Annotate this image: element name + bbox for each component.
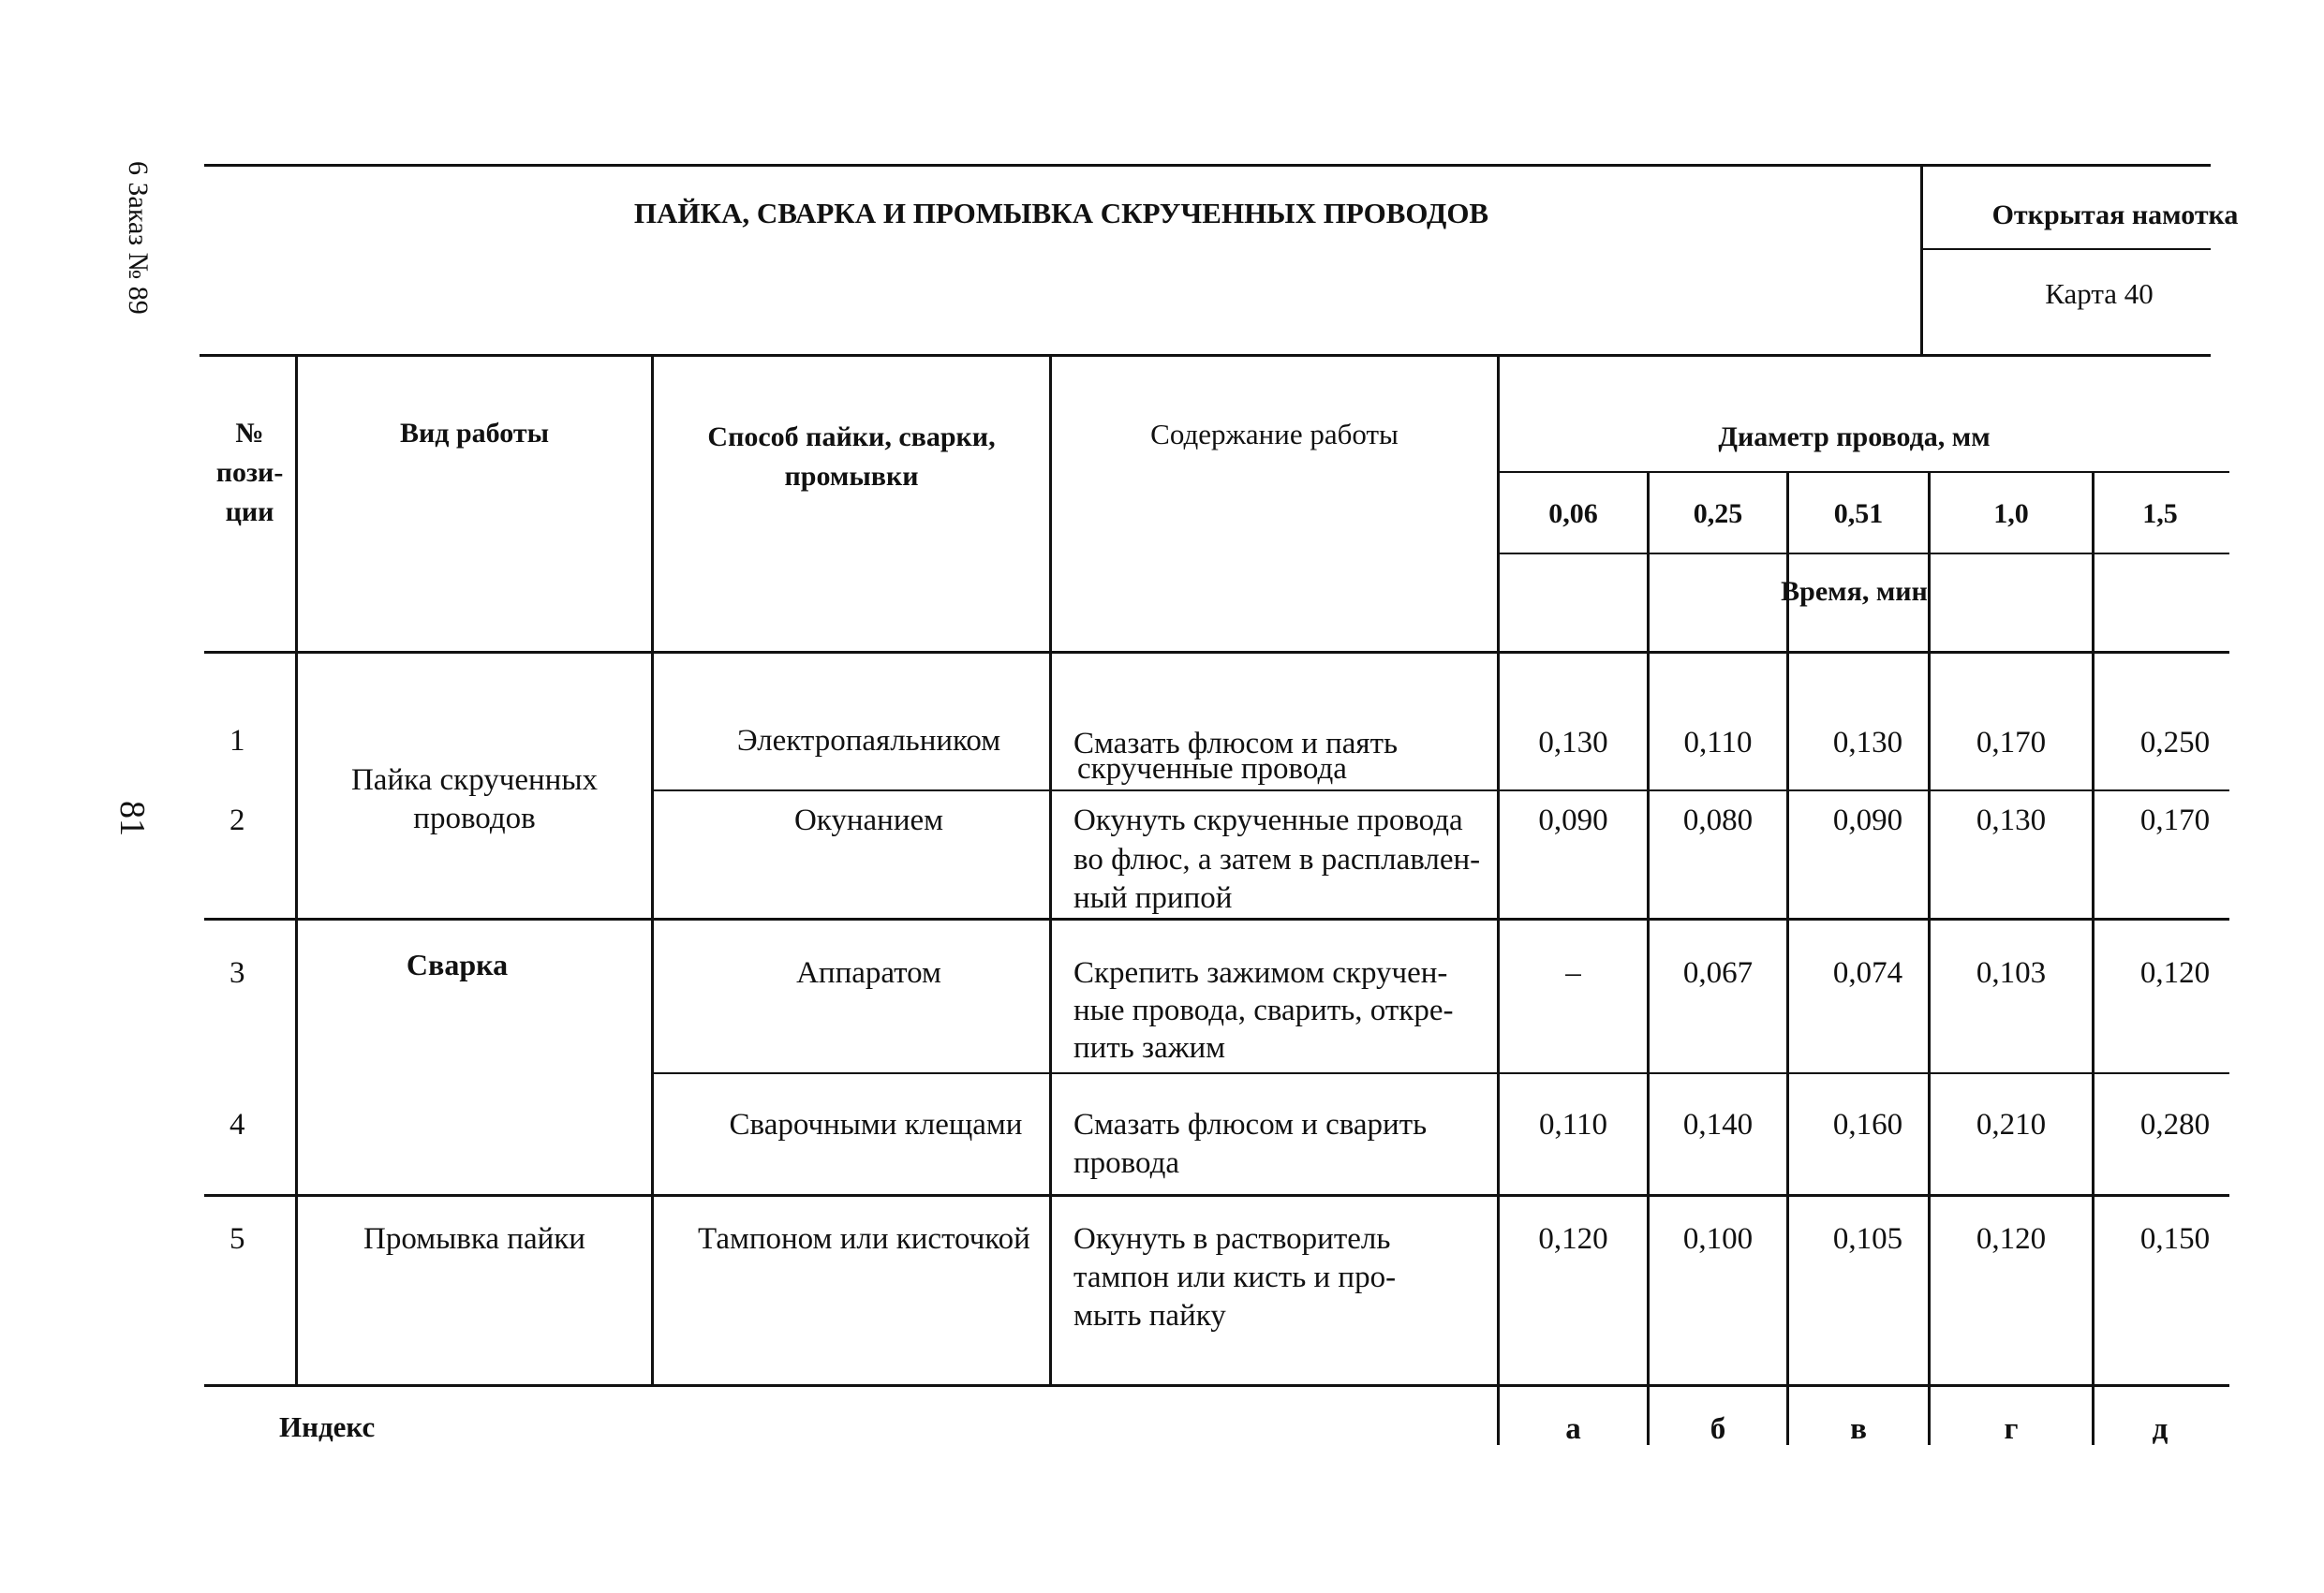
row-2-method: Окунанием (793, 804, 944, 837)
order-number-side: 6 Заказ № 89 (123, 161, 154, 315)
group-1-work-type-line1: Пайка скрученных (350, 763, 599, 797)
row-4-value-b: 0,140 (1682, 1108, 1754, 1142)
index-g: г (2004, 1412, 2019, 1446)
row-1-content-1: Смазать флюсом и паять (1073, 727, 1399, 760)
title-divider (1920, 164, 1923, 356)
header-content: Содержание работы (1150, 418, 1399, 450)
row-2-content-1: Окунуть скрученные провода (1073, 804, 1463, 837)
row-4-content-1: Смазать флюсом и сварить (1073, 1108, 1428, 1142)
page-number-side: 81 (112, 801, 152, 836)
header-diameter-b: 0,25 (1693, 498, 1743, 529)
row-2-value-g: 0,130 (1976, 804, 2047, 837)
row-rule-3-4 (653, 1072, 2229, 1074)
card-number: Карта 40 (2045, 277, 2154, 310)
row-3-value-v: 0,074 (1832, 956, 1903, 990)
header-method-1: Способ пайки, сварки, (707, 421, 996, 452)
row-3-content-1: Скрепить зажимом скручен- (1073, 956, 1448, 990)
group-2-work-type: Сварка (406, 948, 509, 981)
row-5-value-v: 0,105 (1832, 1222, 1903, 1256)
row-4-value-v: 0,160 (1832, 1108, 1903, 1142)
row-2-value-a: 0,090 (1538, 804, 1608, 837)
row-5-value-a: 0,120 (1538, 1222, 1608, 1256)
row-3-value-d: 0,120 (2139, 956, 2211, 990)
index-v: в (1850, 1412, 1867, 1446)
group-1-work-type-line2: проводов (413, 802, 536, 835)
card-category: Открытая намотка (1991, 199, 2239, 230)
row-4-value-g: 0,210 (1976, 1108, 2047, 1142)
index-d: д (2152, 1412, 2169, 1446)
index-b: б (1710, 1412, 1726, 1446)
group-rule-2 (204, 1194, 2229, 1197)
row-5-content-2: тампон или кисть и про- (1073, 1261, 1397, 1294)
body-top-rule (204, 651, 2229, 654)
row-4-pos: 4 (229, 1108, 245, 1142)
row-5-value-d: 0,150 (2139, 1222, 2211, 1256)
row-4-value-a: 0,110 (1538, 1108, 1608, 1142)
header-pos-1: № (235, 418, 264, 449)
row-1-content-2: скрученные провода (1077, 752, 1347, 786)
row-4-value-d: 0,280 (2139, 1108, 2211, 1142)
header-diameter-v: 0,51 (1833, 498, 1884, 529)
row-1-value-b: 0,110 (1683, 726, 1753, 760)
row-1-value-d: 0,250 (2139, 726, 2211, 760)
row-3-value-g: 0,103 (1976, 956, 2047, 990)
row-2-content-2: во флюс, а затем в расплавлен- (1073, 843, 1481, 877)
row-5-content-1: Окунуть в растворитель (1073, 1222, 1391, 1256)
index-label: Индекс (279, 1410, 376, 1443)
header-diameter: Диаметр провода, мм (1718, 421, 1991, 452)
row-3-content-2: ные провода, сварить, откре- (1073, 994, 1454, 1027)
row-2-content-3: ный припой (1073, 881, 1233, 915)
row-4-content-2: провода (1073, 1146, 1180, 1180)
header-diameter-g: 1,0 (1993, 498, 2029, 529)
index-a: а (1565, 1412, 1581, 1446)
body-bottom-rule (204, 1384, 2229, 1387)
category-rule (1923, 248, 2211, 250)
header-top-rule (200, 354, 2211, 357)
row-5-value-b: 0,100 (1682, 1222, 1754, 1256)
diameters-rule (1499, 553, 2229, 554)
col-line-3 (1049, 354, 1052, 1386)
row-2-pos: 2 (229, 804, 245, 837)
group-rule-1 (204, 918, 2229, 921)
row-1-pos: 1 (229, 724, 245, 758)
row-rule-1-2 (653, 789, 2229, 791)
header-time: Время, мин (1781, 576, 1928, 607)
header-diameter-a: 0,06 (1548, 498, 1598, 529)
row-3-value-b: 0,067 (1682, 956, 1754, 990)
row-3-pos: 3 (229, 956, 245, 990)
header-method-2: промывки (784, 461, 919, 492)
row-3-content-3: пить зажим (1073, 1031, 1226, 1065)
row-5-method: Тампоном или кисточкой (698, 1222, 1030, 1256)
row-1-value-v: 0,130 (1832, 726, 1903, 760)
row-2-value-b: 0,080 (1682, 804, 1754, 837)
row-3-method: Аппаратом (796, 956, 941, 990)
row-1-value-g: 0,170 (1976, 726, 2047, 760)
row-4-method: Сварочными клещами (729, 1108, 1023, 1142)
header-pos-3: ции (225, 496, 274, 527)
row-2-value-v: 0,090 (1832, 804, 1903, 837)
row-1-value-a: 0,130 (1538, 726, 1608, 760)
header-work-type: Вид работы (399, 418, 550, 449)
diameter-rule (1499, 471, 2229, 473)
row-1-method: Электропаяльником (736, 724, 1001, 758)
header-pos-2: пози- (215, 457, 284, 488)
row-5-pos: 5 (229, 1222, 245, 1256)
header-diameter-d: 1,5 (2142, 498, 2178, 529)
group-3-work-type: Промывка пайки (363, 1222, 585, 1256)
col-line-2 (651, 354, 654, 1386)
row-2-value-d: 0,170 (2139, 804, 2211, 837)
row-5-content-3: мыть пайку (1073, 1299, 1226, 1333)
row-5-value-g: 0,120 (1976, 1222, 2047, 1256)
top-rule (204, 164, 2211, 167)
card-title: ПАЙКА, СВАРКА И ПРОМЫВКА СКРУЧЕННЫХ ПРОВОДОВ (633, 197, 1489, 229)
row-3-value-a: – (1565, 956, 1581, 990)
